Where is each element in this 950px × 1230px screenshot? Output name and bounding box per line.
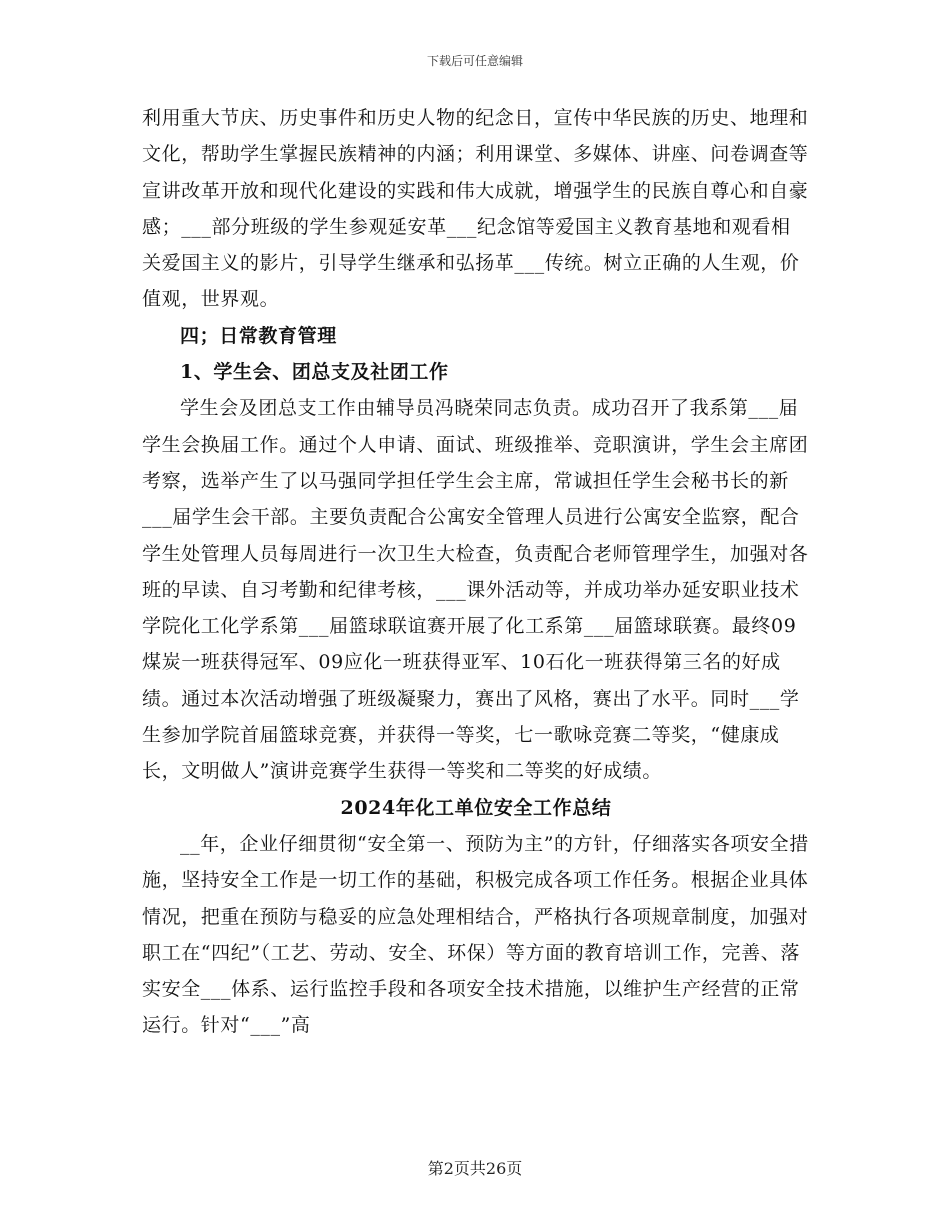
document-title: 2024年化工单位安全工作总结: [340, 796, 612, 819]
body-paragraph: 利用重大节庆、历史事件和历史人物的纪念日，宣传中华民族的历史、地理和文化，帮助学生掌握民族精神的内涵；利用课堂、多媒体、讲座、问卷调查等宣讲改革开放和现代化建设的实践和伟大成就，增强学生的民族自尊心和自豪感；___部分班级的学生参观延安革___纪念馆等爱国主义教育基地和观看相关爱国主义的影片，引导学生继承和弘扬革___传统。树立正确的人生观，价值观，世界观。: [142, 107, 809, 311]
body-paragraph: __年，企业仔细贯彻“安全第一、预防为主”的方针，仔细落实各项安全措施，坚持安全工作是一切工作的基础，积极完成各项工作任务。根据企业具体情况，把重在预防与稳妥的应急处理相结合，严格执行各项规章制度，加强对职工在“四纪”（工艺、劳动、安全、环保）等方面的教育培训工作，完善、落实安全___体系、运行监控手段和各项安全技术措施，以维护生产经营的正常运行。针对“___”高: [142, 832, 809, 1037]
page-header: 下载后可任意编辑: [426, 54, 523, 68]
document-body: [142, 100, 810, 1044]
page-footer: 第2页共26页: [427, 1159, 523, 1178]
subsection-heading: 1、学生会、团总支及社团工作: [180, 361, 449, 384]
body-paragraph: 学生会及团总支工作由辅导员冯晓荣同志负责。成功召开了我系第___届学生会换届工作。通过个人申请、面试、班级推举、竞职演讲，学生会主席团考察，选举产生了以马强同学担任学生会主席，常诚担任学生会秘书长的新___届学生会干部。主要负责配合公寓安全管理人员进行公寓安全监察，配合学生处管理人员每周进行一次卫生大检查，负责配合老师管理学生，加强对各班的早读、自习考勤和纪律考核，___课外活动等，并成功举办延安职业技术学院化工化学系第___届篮球联谊赛开展了化工系第___届篮球联赛。最终09煤炭一班获得冠军、09应化一班获得亚军、10石化一班获得第三名的好成绩。通过本次活动增强了班级凝聚力，赛出了风格，赛出了水平。同时___学生参加学院首届篮球竞赛，并获得一等奖，七一歌咏竞赛二等奖，“健康成长，文明做人”演讲竞赛学生获得一等奖和二等奖的好成绩。: [142, 397, 809, 783]
section-heading: 四；日常教育管理: [180, 324, 337, 347]
